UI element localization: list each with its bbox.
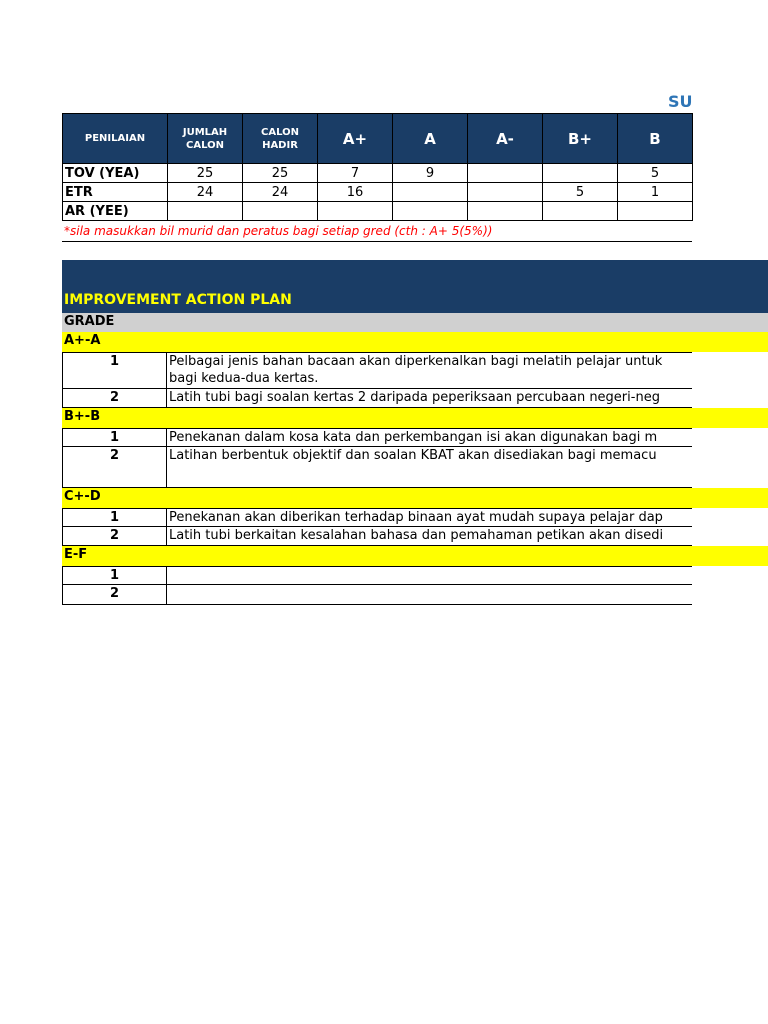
item-number: 2 <box>62 389 167 407</box>
table-cell[interactable]: 24 <box>168 183 243 202</box>
table-cell[interactable]: 5 <box>543 183 618 202</box>
table-cell[interactable]: 25 <box>168 164 243 183</box>
grade-group-header <box>62 488 768 508</box>
list-item <box>62 447 692 488</box>
table-cell[interactable] <box>168 202 243 221</box>
grade-group-header <box>62 408 768 428</box>
table-cell[interactable] <box>468 202 543 221</box>
table-cell[interactable] <box>618 202 693 221</box>
header-penilaian: PENILAIAN <box>63 114 168 164</box>
list-item <box>62 527 692 546</box>
grade-label: C+-D <box>64 489 101 504</box>
header-calon-hadir: CALON HADIR <box>243 114 318 164</box>
table-cell[interactable]: 9 <box>393 164 468 183</box>
list-item <box>62 566 692 585</box>
list-item <box>62 352 692 389</box>
table-cell[interactable] <box>543 164 618 183</box>
row-label: AR (YEE) <box>63 202 168 221</box>
summary-table <box>62 113 693 221</box>
item-number: 1 <box>62 567 167 584</box>
row-label: ETR <box>63 183 168 202</box>
list-item <box>62 508 692 527</box>
table-cell[interactable] <box>393 202 468 221</box>
item-text[interactable] <box>167 567 692 584</box>
list-item <box>62 585 692 605</box>
item-number: 2 <box>62 585 167 604</box>
table-row <box>63 164 693 183</box>
summary-header-row <box>63 114 693 164</box>
header-grade-a-minus: A- <box>468 114 543 164</box>
header-grade-a-plus: A+ <box>318 114 393 164</box>
header-grade-b-plus: B+ <box>543 114 618 164</box>
list-item <box>62 428 692 447</box>
grade-label: B+-B <box>64 409 101 424</box>
item-text[interactable]: Pelbagai jenis bahan bacaan akan diperkenalkan bagi melatih pelajar untuk bagi kedua-dua kertas. <box>169 354 663 386</box>
table-cell[interactable]: 5 <box>618 164 693 183</box>
item-number: 2 <box>62 447 167 487</box>
item-text[interactable] <box>167 585 692 604</box>
table-cell[interactable]: 24 <box>243 183 318 202</box>
divider <box>62 241 692 242</box>
header-grade-b: B <box>618 114 693 164</box>
instruction-note: *sila masukkan bil murid dan peratus bagi setiap gred (cth : A+ 5(5%)) <box>64 224 493 238</box>
grade-header <box>62 313 768 332</box>
table-cell[interactable]: 25 <box>243 164 318 183</box>
item-number: 2 <box>62 527 167 545</box>
item-text[interactable]: Latihan berbentuk objektif dan soalan KBAT akan disediakan bagi memacu <box>169 448 657 463</box>
header-grade-a: A <box>393 114 468 164</box>
item-number: 1 <box>62 429 167 446</box>
grade-label: A+-A <box>64 333 101 348</box>
grade-header-label: GRADE <box>64 314 115 329</box>
grade-group-header <box>62 332 768 352</box>
table-cell[interactable] <box>468 164 543 183</box>
table-cell[interactable] <box>243 202 318 221</box>
table-row <box>63 183 693 202</box>
table-cell[interactable]: 16 <box>318 183 393 202</box>
header-jumlah-calon: JUMLAH CALON <box>168 114 243 164</box>
list-item <box>62 389 692 408</box>
item-text[interactable]: Penekanan dalam kosa kata dan perkembangan isi akan digunakan bagi m <box>169 430 658 445</box>
table-cell[interactable] <box>393 183 468 202</box>
item-text[interactable]: Latih tubi berkaitan kesalahan bahasa dan pemahaman petikan akan disedi <box>169 528 664 543</box>
table-row <box>63 202 693 221</box>
table-cell[interactable] <box>543 202 618 221</box>
item-text[interactable]: Latih tubi bagi soalan kertas 2 daripada peperiksaan percubaan negeri-neg <box>169 390 660 405</box>
table-cell[interactable] <box>318 202 393 221</box>
section-title: IMPROVEMENT ACTION PLAN <box>64 292 292 308</box>
item-number: 1 <box>62 509 167 526</box>
table-cell[interactable]: 7 <box>318 164 393 183</box>
table-cell[interactable] <box>468 183 543 202</box>
grade-label: E-F <box>64 547 88 562</box>
item-number: 1 <box>62 353 167 388</box>
page-title: SU <box>668 92 693 111</box>
row-label: TOV (YEA) <box>63 164 168 183</box>
grade-group-header <box>62 546 768 566</box>
item-text[interactable]: Penekanan akan diberikan terhadap binaan ayat mudah supaya pelajar dap <box>169 510 663 525</box>
table-cell[interactable]: 1 <box>618 183 693 202</box>
